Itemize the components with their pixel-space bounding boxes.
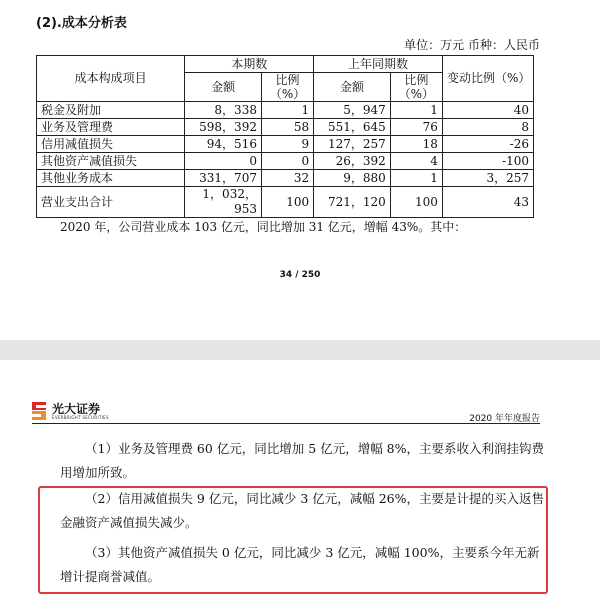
cost-summary-paragraph: 2020 年，公司营业成本 103 亿元，同比增加 31 亿元，增幅 43%。其中： xyxy=(60,220,467,234)
table-row xyxy=(37,170,534,187)
current-amount-cell: 94，516 xyxy=(185,136,262,153)
cost-item-cell: 业务及管理费 xyxy=(37,119,185,136)
report-title: 2020 年年度报告 xyxy=(469,414,540,424)
current-amount-cell: 8，338 xyxy=(185,102,262,119)
change-ratio-cell: -100 xyxy=(442,153,533,170)
current-amount-cell: 331，707 xyxy=(185,170,262,187)
current-ratio-cell: 1 xyxy=(261,102,313,119)
prior-ratio-cell: 4 xyxy=(390,153,442,170)
logo-subtitle: EVERBRIGHT SECURITIES xyxy=(52,415,109,420)
current-amount-cell: 1，032，953 xyxy=(185,187,262,218)
header-ratio: 比例 （%） xyxy=(261,73,313,102)
table-header-row xyxy=(37,56,534,73)
prior-ratio-cell: 1 xyxy=(390,170,442,187)
red-highlight-box xyxy=(38,486,548,594)
table-row xyxy=(37,136,534,153)
table-row xyxy=(37,102,534,119)
change-ratio-cell: 43 xyxy=(442,187,533,218)
prior-amount-cell: 5，947 xyxy=(314,102,391,119)
header-change-ratio: 变动比例（%） xyxy=(442,56,533,102)
page-separator xyxy=(0,340,600,360)
cost-item-cell: 信用减值损失 xyxy=(37,136,185,153)
prior-ratio-cell: 100 xyxy=(390,187,442,218)
prior-amount-cell: 551，645 xyxy=(314,119,391,136)
prior-amount-cell: 721，120 xyxy=(314,187,391,218)
table-row xyxy=(37,187,534,218)
header-cost-item: 成本构成项目 xyxy=(37,56,185,102)
change-ratio-cell: 3，257 xyxy=(442,170,533,187)
paragraph-credit-impairment: （2）信用减值损失 9 亿元，同比减少 3 亿元，减幅 26%，主要是计提的买入返售金融资产减值损失减少。 xyxy=(60,491,545,530)
logo-mark-icon xyxy=(32,402,46,420)
section-title: (2).成本分析表 xyxy=(36,16,127,31)
unit-currency-note: 单位：万元 币种：人民币 xyxy=(404,38,540,52)
table-row xyxy=(37,153,534,170)
current-ratio-cell: 100 xyxy=(261,187,313,218)
logo-text: 光大证券 xyxy=(52,402,101,416)
current-ratio-cell: 58 xyxy=(261,119,313,136)
cost-item-cell: 其他业务成本 xyxy=(37,170,185,187)
change-ratio-cell: 40 xyxy=(442,102,533,119)
header-amount: 金额 xyxy=(314,73,391,102)
prior-amount-cell: 127，257 xyxy=(314,136,391,153)
table-row xyxy=(37,119,534,136)
current-ratio-cell: 32 xyxy=(261,170,313,187)
current-amount-cell: 0 xyxy=(185,153,262,170)
header-divider xyxy=(32,423,540,424)
change-ratio-cell: 8 xyxy=(442,119,533,136)
header-current-period: 本期数 xyxy=(185,56,314,73)
current-amount-cell: 598，392 xyxy=(185,119,262,136)
header-prior-period: 上年同期数 xyxy=(314,56,443,73)
page-number: 34 / 250 xyxy=(279,270,321,280)
header-amount: 金额 xyxy=(185,73,262,102)
prior-ratio-cell: 18 xyxy=(390,136,442,153)
paragraph-other-asset-impairment: （3）其他资产减值损失 0 亿元，同比减少 3 亿元，减幅 100%，主要系今年无新增计提商誉减值。 xyxy=(60,545,540,584)
paragraph-admin-expenses: （1）业务及管理费 60 亿元，同比增加 5 亿元，增幅 8%，主要系收入利润挂钩费用增加所致。 xyxy=(60,441,545,480)
current-ratio-cell: 0 xyxy=(261,153,313,170)
cost-item-cell: 其他资产减值损失 xyxy=(37,153,185,170)
prior-amount-cell: 9，880 xyxy=(314,170,391,187)
prior-ratio-cell: 1 xyxy=(390,102,442,119)
cost-item-cell: 营业支出合计 xyxy=(37,187,185,218)
current-ratio-cell: 9 xyxy=(261,136,313,153)
cost-item-cell: 税金及附加 xyxy=(37,102,185,119)
cost-analysis-table xyxy=(36,55,534,218)
change-ratio-cell: -26 xyxy=(442,136,533,153)
prior-amount-cell: 26，392 xyxy=(314,153,391,170)
header-ratio: 比例 （%） xyxy=(390,73,442,102)
company-logo xyxy=(32,400,132,422)
prior-ratio-cell: 76 xyxy=(390,119,442,136)
